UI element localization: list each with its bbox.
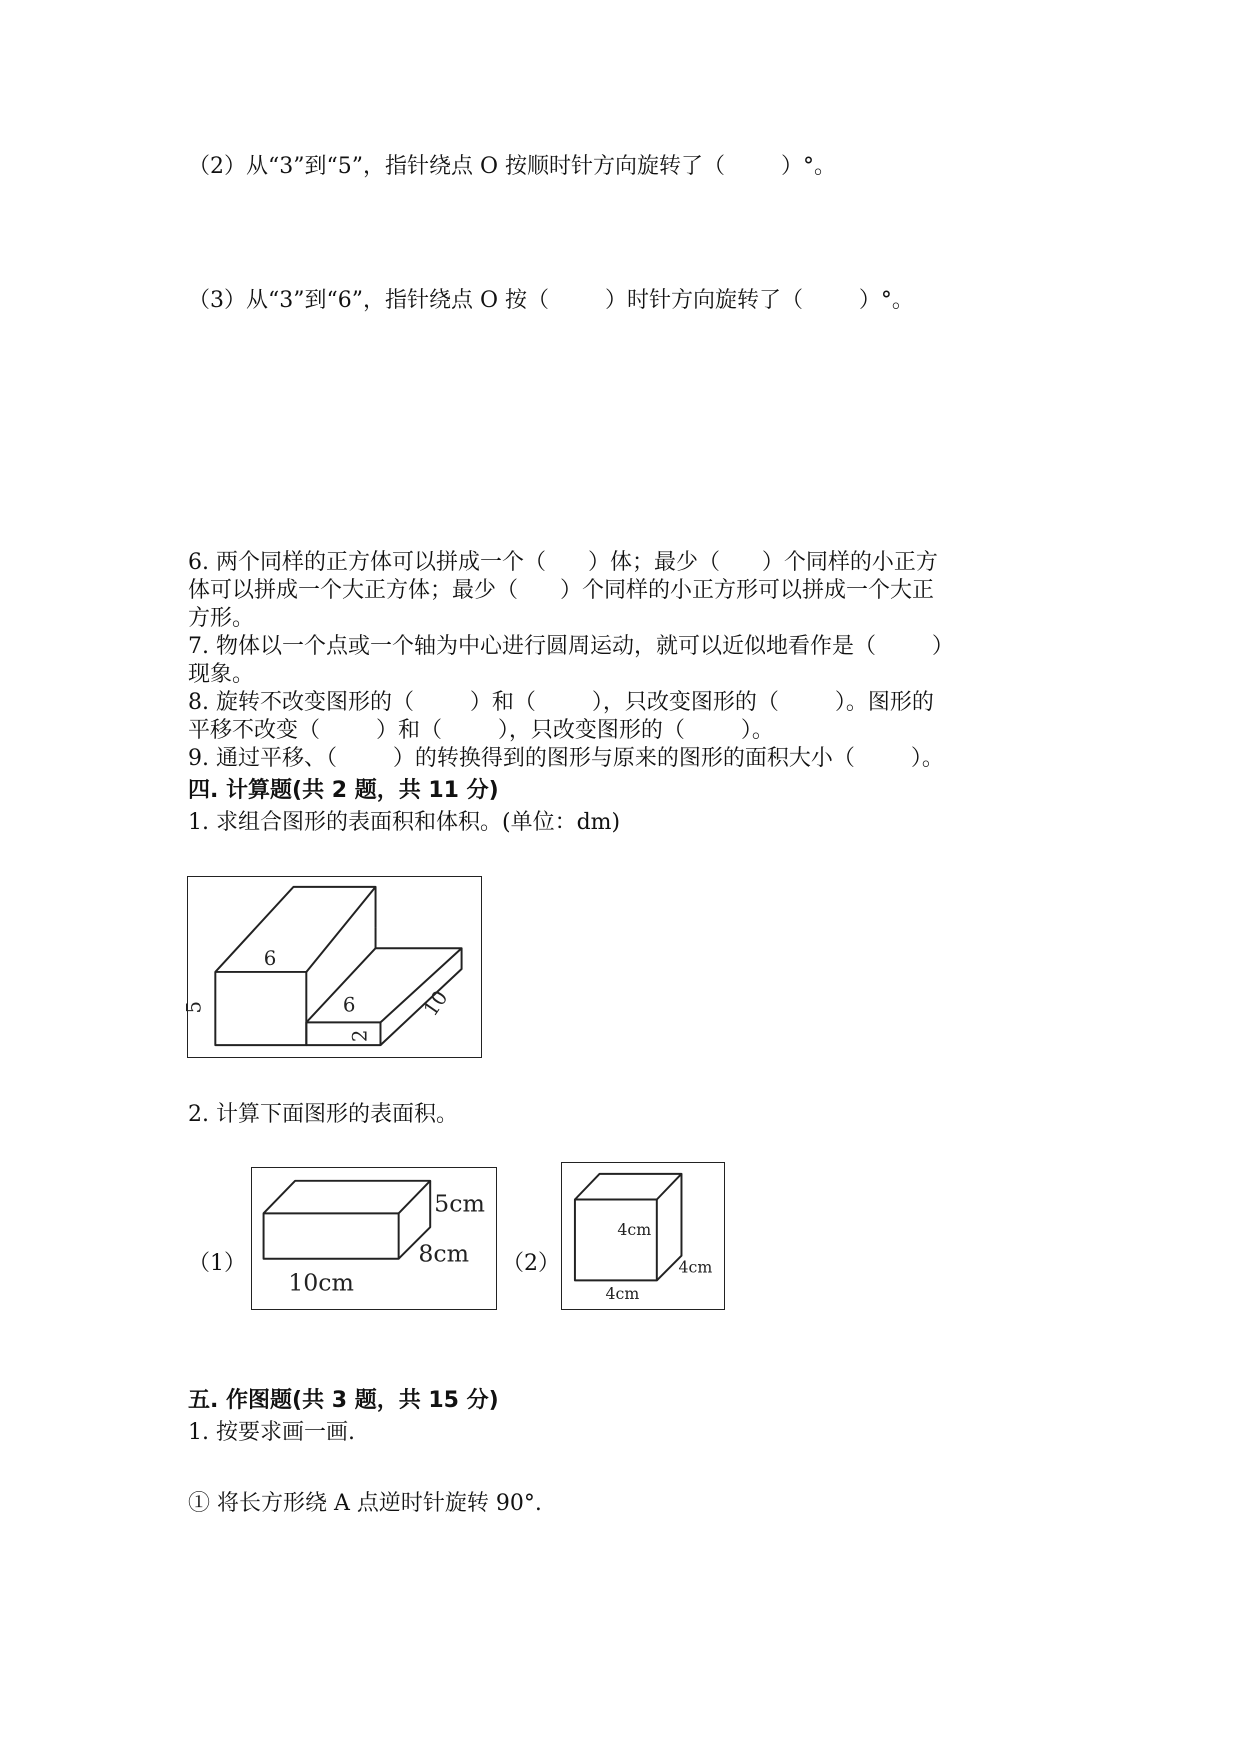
composite-solid-figure: [182, 876, 482, 1058]
question-6-line-2: 体可以拼成一个大正方体；最少（ ）个同样的小正方形可以拼成一个大正: [188, 578, 934, 603]
label-step-width: 6: [342, 993, 356, 1017]
question-8-line-1: 8. 旋转不改变图形的（ ）和（ ），只改变图形的（ ）。图形的: [188, 690, 934, 715]
drawing-question-1-part-1: ① 将长方形绕 A 点逆时针旋转 90°.: [188, 1491, 542, 1516]
calc-question-2: 2. 计算下面图形的表面积。: [188, 1102, 458, 1127]
cuboid-drawing: [252, 1168, 496, 1309]
question-6-line-1: 6. 两个同样的正方体可以拼成一个（ ）体；最少（ ）个同样的小正方: [188, 550, 938, 575]
question-8-line-2: 平移不改变（ ）和（ ），只改变图形的（ ）。: [188, 718, 774, 743]
question-5-part-3: （3）从“3”到“6”，指针绕点 O 按（ ）时针方向旋转了（ ）°。: [188, 288, 914, 313]
section-4-heading: 四. 计算题(共 2 题，共 11 分): [188, 778, 499, 803]
cube-drawing: [562, 1163, 724, 1309]
question-7-line-1: 7. 物体以一个点或一个轴为中心进行圆周运动，就可以近似地看作是（ ）: [188, 634, 954, 659]
cube-face-label: 4cm: [617, 1220, 652, 1240]
label-depth: 10: [419, 986, 453, 1021]
label-left-height: 5: [182, 1000, 206, 1014]
question-9: 9. 通过平移、（ ）的转换得到的图形与原来的图形的面积大小（ ）。: [188, 746, 944, 771]
composite-solid-drawing: [182, 877, 481, 1057]
question-5-part-2: （2）从“3”到“5”，指针绕点 O 按顺时针方向旋转了（ ）°。: [188, 154, 836, 179]
calc-question-1: 1. 求组合图形的表面积和体积。(单位：dm): [188, 810, 621, 835]
cuboid-width-label: 8cm: [418, 1239, 470, 1268]
question-7-line-2: 现象。: [188, 662, 255, 687]
drawing-question-1: 1. 按要求画一画.: [188, 1420, 355, 1445]
label-step-height: 2: [348, 1029, 372, 1043]
question-6-line-3: 方形。: [188, 606, 255, 631]
cube-figure: [561, 1162, 725, 1310]
cuboid-figure: [251, 1167, 497, 1310]
cube-bottom-label: 4cm: [605, 1284, 640, 1304]
cuboid-length-label: 10cm: [288, 1268, 355, 1297]
label-top-width: 6: [263, 947, 277, 971]
part-2-label: （2）: [502, 1251, 560, 1276]
cube-depth-label: 4cm: [678, 1257, 713, 1277]
section-5-heading: 五. 作图题(共 3 题，共 15 分): [188, 1388, 499, 1413]
cuboid-height-label: 5cm: [434, 1189, 485, 1218]
part-1-label: （1）: [188, 1251, 246, 1276]
